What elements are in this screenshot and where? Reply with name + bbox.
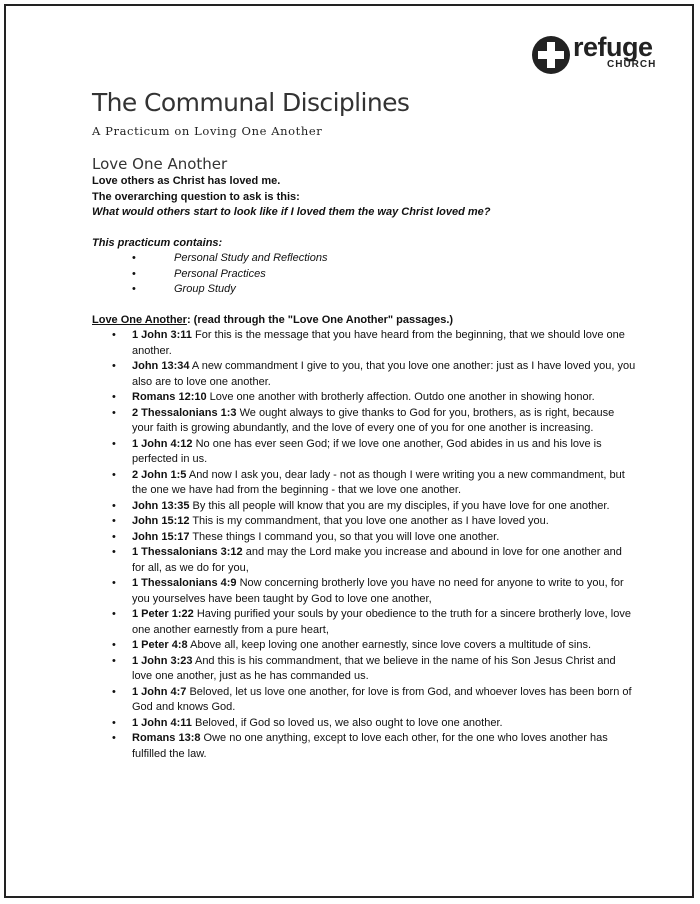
section-heading: Love One Another [92, 155, 228, 173]
verse-reference: 2 John 1:5 [132, 468, 187, 481]
list-item [92, 437, 637, 468]
verse-text: By this all people will know that you are my disciples, if you have love for one another. [189, 499, 610, 512]
refuge-church-logo [532, 32, 662, 80]
list-item [92, 654, 637, 685]
verse-reference: 1 John 4:11 [132, 716, 192, 729]
verse-text: A new commandment I give to you, that you love one another: just as I have loved you, you also are to love one another. [132, 360, 636, 388]
list-item [92, 685, 637, 716]
list-item [92, 359, 637, 390]
list-item [92, 390, 637, 406]
logo-word: refuge [573, 32, 653, 62]
verse-text: Beloved, if God so loved us, we also ought to love one another. [191, 716, 503, 729]
verse-reference: Romans 12:10 [132, 391, 207, 403]
list-item [92, 328, 637, 359]
verse-reference: John 13:34 [132, 360, 190, 372]
verse-reference: Romans 13:8 [132, 732, 201, 744]
verse-text: We ought always to give thanks to God for you, brothers, as is right, because your faith is growing abundantly, and the love of every one of you for one another is increasing. [132, 406, 615, 434]
verse-text: And now I ask you, dear lady - not as though I were writing you a new commandment, but the one we have had from the beginning - that we love one another. [132, 468, 625, 496]
verse-reference: John 15:12 [132, 515, 190, 527]
verse-text: No one has ever seen God; if we love one another, God abides in us and his love is perfected in us. [132, 437, 602, 465]
document-subtitle: A Practicum on Loving One Another [92, 124, 323, 138]
passages-heading [92, 313, 637, 329]
list-item [92, 545, 637, 576]
verse-text: Beloved, let us love one another, for love is from God, and whoever loves has been born of God and knows God. [132, 685, 632, 713]
list-item: • Personal Practices [92, 267, 637, 283]
verse-text: And this is his commandment, that we believe in the name of his Son Jesus Christ and love one another, just as he has commanded us. [132, 654, 616, 682]
verse-text: For this is the message that you have heard from the beginning, that we should love one another. [132, 329, 625, 357]
verse-reference: 1 John 3:23 [132, 654, 193, 667]
verse-text: Now concerning brotherly love you have no need for anyone to write to you, for you yourselves have been taught by God to love one another, [132, 577, 624, 605]
document-page [4, 4, 694, 898]
verse-reference: 1 John 4:12 [132, 437, 193, 450]
overarching-question: What would others start to look like if I loved them the way Christ loved me? [92, 206, 491, 218]
document-body [92, 154, 637, 762]
verse-text: and may the Lord make you increase and abound in love for one another and for all, as we do for you, [132, 546, 622, 574]
verse-text: Owe no one anything, except to love each other, for the one who loves another has fulfilled the law. [132, 732, 608, 760]
verse-text: Love one another with brotherly affection. Outdo one another in showing honor. [206, 391, 595, 403]
verse-text: This is my commandment, that you love one another as I have loved you. [189, 515, 549, 527]
list-item [92, 499, 637, 515]
verse-text: Above all, keep loving one another earnestly, since love covers a multitude of sins. [187, 639, 592, 651]
verse-text: Having purified your souls by your obedience to the truth for a sincere brotherly love, love one another earnestly from a pure heart, [132, 608, 631, 636]
verse-reference: 1 Peter 1:22 [132, 608, 194, 620]
passages-heading-title: Love One Another [92, 313, 187, 326]
passages-heading-note: : (read through the "Love One Another" passages.) [186, 313, 454, 326]
verse-reference: 1 John 4:7 [132, 685, 187, 698]
list-item [92, 514, 637, 530]
list-item [92, 607, 637, 638]
list-item [92, 468, 637, 499]
verse-reference: 1 John 3:11 [132, 329, 192, 341]
verse-reference: 2 Thessalonians 1:3 [132, 406, 237, 419]
document-title: The Communal Disciplines [92, 88, 410, 117]
verse-reference: 1 Peter 4:8 [132, 639, 188, 651]
cross-icon [532, 36, 570, 74]
verse-reference: John 15:17 [132, 530, 190, 543]
list-item: • Personal Study and Reflections [92, 251, 637, 267]
verse-list [92, 328, 637, 762]
intro-line-2: The overarching question to ask is this: [92, 190, 300, 203]
list-item: • Group Study [92, 282, 637, 298]
list-item [92, 716, 637, 732]
list-item [92, 406, 637, 437]
intro-line-1: Love others as Christ has loved me. [92, 175, 281, 187]
list-item [92, 731, 637, 762]
verse-text: These things I command you, so that you will love one another. [189, 530, 500, 543]
list-item [92, 638, 637, 654]
logo-subword: CHURCH [607, 59, 657, 70]
verse-reference: 1 Thessalonians 3:12 [132, 546, 243, 558]
verse-reference: 1 Thessalonians 4:9 [132, 577, 237, 589]
verse-reference: John 13:35 [132, 499, 190, 512]
practicum-label: This practicum contains: [92, 236, 223, 249]
list-item [92, 530, 637, 546]
list-item [92, 576, 637, 607]
practicum-list [92, 251, 637, 298]
